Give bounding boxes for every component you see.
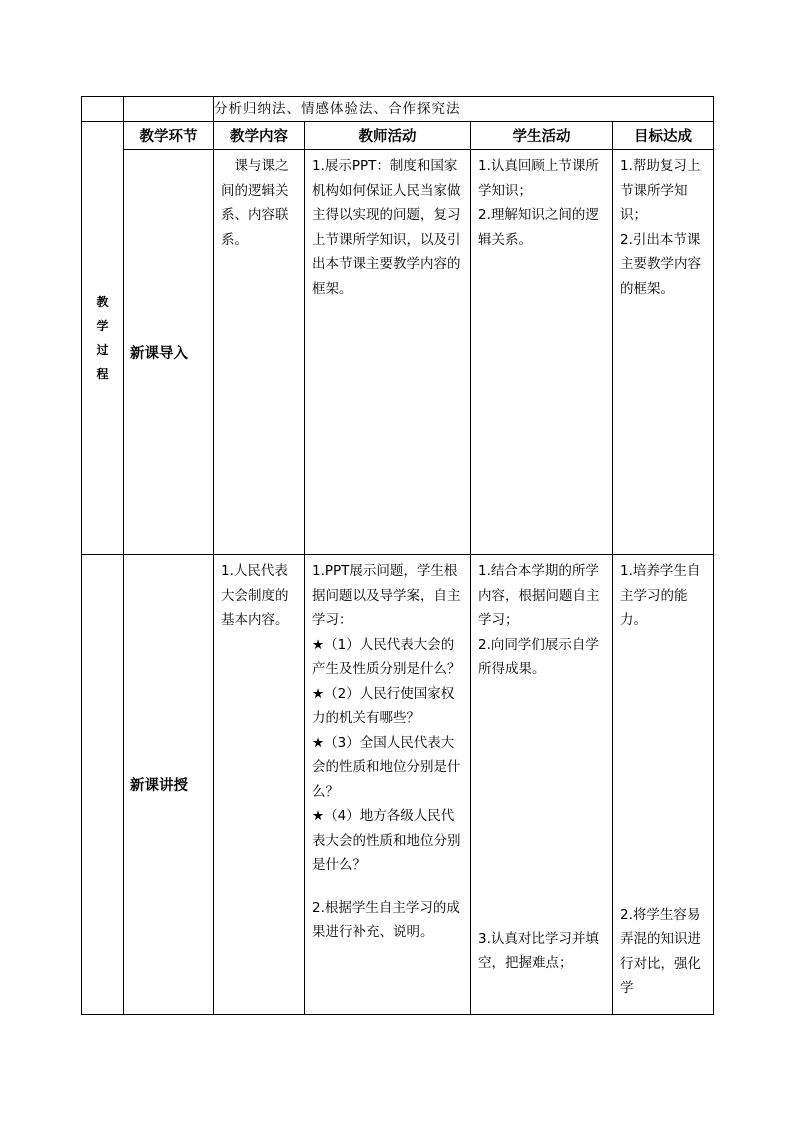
header-goal: 目标达成 bbox=[613, 122, 714, 150]
student-item: 2.理解知识之间的逻辑关系。 bbox=[478, 207, 599, 248]
teacher-item: 1.PPT展示问题，学生根据问题以及导学案，自主学习： bbox=[312, 563, 461, 628]
goal-item: 1.培养学生自主学习的能力。 bbox=[620, 563, 701, 628]
content-cell bbox=[214, 150, 305, 555]
table-row bbox=[82, 150, 714, 555]
blank-cell bbox=[124, 97, 214, 122]
goal-item: 2.引出本节课主要教学内容的框架。 bbox=[620, 231, 701, 297]
student-item: 3.认真对比学习并填空，把握难点； bbox=[478, 930, 599, 971]
methods-row bbox=[82, 97, 714, 122]
student-item: 2.向同学们展示自学所得成果。 bbox=[478, 636, 599, 677]
teacher-item: ★（1）人民代表大会的产生及性质分别是什么？ bbox=[312, 636, 461, 677]
stage-lecture: 新课讲授 bbox=[124, 555, 214, 1015]
student-cell bbox=[471, 555, 613, 1015]
section-label-teaching-process: 教 学 过 程 bbox=[82, 122, 124, 555]
teaching-methods: 分析归纳法、情感体验法、合作探究法 bbox=[214, 97, 714, 122]
content-text: 1.人民代表大会制度的基本内容。 bbox=[221, 563, 289, 628]
blank-cell bbox=[82, 555, 124, 1015]
student-item: 1.认真回顾上节课所学知识； bbox=[478, 158, 599, 199]
goal-cell bbox=[613, 150, 714, 555]
student-cell bbox=[471, 150, 613, 555]
teacher-item: ★（4）地方各级人民代表大会的性质和地位分别是什么？ bbox=[312, 808, 461, 873]
header-content: 教学内容 bbox=[214, 122, 305, 150]
content-text: 课与课之间的逻辑关系、内容联系。 bbox=[221, 158, 289, 248]
table-row bbox=[82, 555, 714, 1015]
header-stage: 教学环节 bbox=[124, 122, 214, 150]
header-student: 学生活动 bbox=[471, 122, 613, 150]
teacher-cell bbox=[305, 150, 471, 555]
stage-intro: 新课导入 bbox=[124, 150, 214, 555]
teacher-item: ★（2）人民行使国家权力的机关有哪些？ bbox=[312, 685, 455, 726]
teacher-item: 2.根据学生自主学习的成果进行补充、说明。 bbox=[312, 899, 460, 940]
blank-cell bbox=[82, 97, 124, 122]
goal-cell bbox=[613, 555, 714, 1015]
goal-item: 2.将学生容易弄混的知识进行对比，强化学 bbox=[620, 906, 701, 996]
teacher-item: 1.展示PPT：制度和国家机构如何保证人民当家做主得以实现的问题，复习上节课所学知识，以及引出本节课主要教学内容的框架。 bbox=[312, 158, 461, 297]
student-item: 1.结合本学期的所学内容，根据问题自主学习； bbox=[478, 563, 600, 628]
goal-item: 1.帮助复习上节课所学知识； bbox=[620, 158, 701, 223]
teacher-cell bbox=[305, 555, 471, 1015]
content-cell bbox=[214, 555, 305, 1015]
header-teacher: 教师活动 bbox=[305, 122, 471, 150]
header-row bbox=[82, 122, 714, 150]
lesson-plan-table bbox=[81, 96, 714, 1015]
teacher-item: ★（3）全国人民代表大会的性质和地位分别是什么？ bbox=[312, 734, 461, 800]
